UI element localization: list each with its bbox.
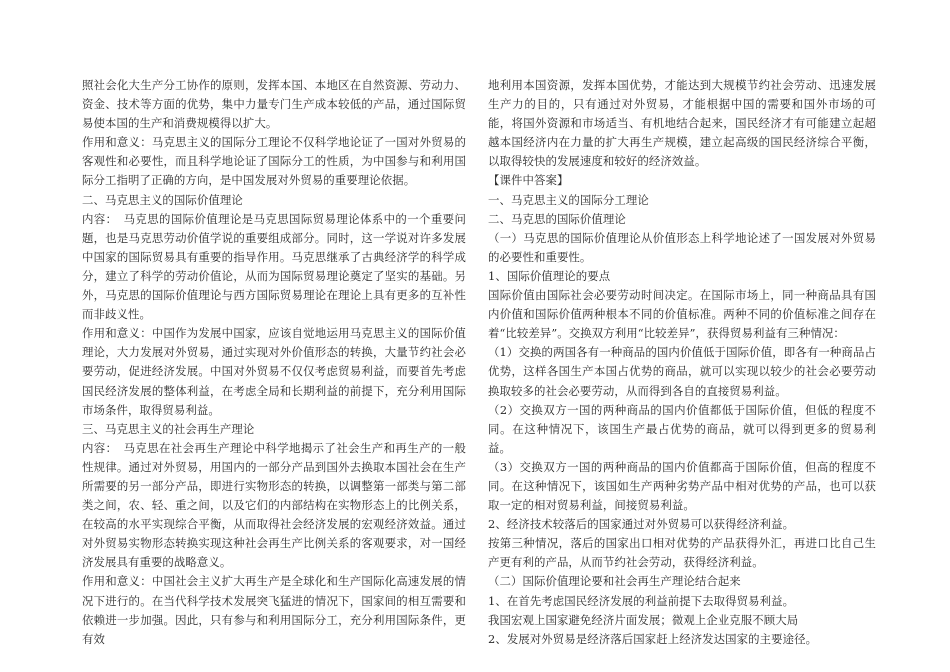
heading-reproduction-theory: 三、马克思主义的社会再生产理论 [82, 421, 255, 436]
paragraph-division-significance: 作用和意义：马克思主义的国际分工理论不仅科学地论证了一国对外贸易的客观性和必要性，而且科学地论证了国际分工的性质，为中国参与和利用国际分工指明了正确的方向，是中国发展对外贸易的重要理论依据。 [82, 135, 466, 188]
paragraph-reproduction-continued: 地利用本国资源，发挥本国优势，才能达到大规模节约社会劳动、迅速发展生产力的目的，只有通过对外贸易，才能根据中国的需要和国外市场的可能，将国外资源和市场适当、有机地结合起来，国民经济才有可能建立起超越本国经济内在力量的扩大再生产规模，建立起高级的国民经济综合平衡，以取得较快的发展速度和较好的经济效益。 [488, 78, 876, 169]
paragraph-point-1: 1、在首先考虑国民经济发展的利益前提下去取得贸易利益。 [488, 593, 795, 608]
heading-value-theory: 二、马克思主义的国际价值理论 [82, 192, 243, 207]
heading-answer-division-theory: 一、马克思主义的国际分工理论 [488, 192, 649, 207]
paragraph-value-content: 内容： 马克思的国际价值理论是马克思国际贸易理论体系中的一个重要问题，也是马克思劳动价值学说的重要组成部分。同时，这一学说对许多发展中国家的国际贸易具有重要的指导作用。马克思继承了古典经济学的科学成分，建立了科学的劳动价值论，从而为国际贸易理论奠定了坚实的基础。另外，马克思的国际价值理论与西方国际贸易理论在理论上具有更多的互补性而非歧义性。 [82, 211, 466, 322]
heading-combine-theories: （二）国际价值理论要和社会再生产理论结合起来 [488, 574, 741, 589]
paragraph-backward-countries: 2、经济技术较落后的国家通过对外贸易可以获得经济利益。 [488, 517, 795, 532]
paragraph-point-2: 2、发展对外贸易是经济落后国家赶上经济发达国家的主要途径。 [488, 631, 818, 646]
heading-answer-value-theory: 二、马克思的国际价值理论 [488, 211, 626, 226]
paragraph-third-case: 按第三种情况，落后的国家出口相对优势的产品获得外汇，再进口比自己生产更有利的产品，从而节约社会劳动，获得经济利益。 [488, 536, 876, 570]
paragraph-case-1: （1）交换的两国各有一种商品的国内价值低于国际价值，即各有一种商品占优势，这样各国生产本国占优势的商品，就可以实现以较少的社会必要劳动换取较多的社会必要劳动，从而得到各自的直接贸易利益。 [488, 345, 876, 398]
paragraph-value-form: （一）马克思的国际价值理论从价值形态上科学地论述了一国发展对外贸易的必要性和重要性。 [488, 230, 876, 264]
paragraph-case-3: （3）交换双方一国的两种商品的国内价值都高于国际价值，但高的程度不同。在这种情况下，该国如生产两种劣势产品中相对优势的产品，也可以获取一定的相对贸易利益，间接贸易利益。 [488, 459, 876, 513]
heading-value-points: 1、国际价值理论的要点 [488, 268, 611, 283]
paragraph-intro-continued: 照社会化大生产分工协作的原则，发挥本国、本地区在自然资源、劳动力、资金、技术等方面的优势，集中力量专门生产成本较低的产品，通过国际贸易使本国的生产和消费规模得以扩大。 [82, 78, 466, 131]
paragraph-reproduction-content: 内容： 马克思在社会再生产理论中科学地揭示了社会生产和再生产的一般性规律。通过对外贸易，用国内的一部分产品到国外去换取本国社会在生产所需要的另一部分产品，即进行实物形态的转换，以调整第一部类与第二部类之间，农、轻、重之间，以及它们的内部结构在实物形态上的比例关系，在较高的水平实现综合平衡，从而取得社会经济发展的宏观经济效益。通过对外贸易实物形态转换实现这种社会再生产比例关系的客观要求，对一国经济发展具有重要的战略意义。 [82, 440, 466, 570]
heading-courseware-answer: 【课件中答案】 [488, 173, 569, 188]
left-column [82, 76, 466, 649]
right-column [488, 76, 876, 649]
paragraph-international-value: 国际价值由国际社会必要劳动时间决定。在国际市场上，同一种商品具有国内价值和国际价值两种根本不同的价值标准。两种不同的价值标准之间存在着“比较差异”。交换双方利用“比较差异”，获得贸易利益有三种情况： [488, 288, 876, 341]
paragraph-macro-micro: 我国宏观上国家避免经济片面发展；微观上企业克服不顾大局 [488, 612, 799, 627]
paragraph-value-significance: 作用和意义：中国作为发展中国家，应该自觉地运用马克思主义的国际价值理论，大力发展对外贸易，通过实现对外价值形态的转换，大量节约社会必要劳动，促进经济发展。中国对外贸易不仅仅考虑贸易利益，而要首先考虑国民经济发展的整体利益，在考虑全局和长期利益的前提下，充分利用国际市场条件，取得贸易利益。 [82, 326, 466, 417]
paragraph-case-2: （2）交换双方一国的两种商品的国内价值都低于国际价值，但低的程度不同。在这种情况下，该国生产最占优势的商品，就可以得到更多的贸易利益。 [488, 402, 876, 455]
paragraph-reproduction-significance: 作用和意义：中国社会主义扩大再生产是全球化和生产国际化高速发展的情况下进行的。在当代科学技术发展突飞猛进的情况下，国家间的相互需要和依赖进一步加强。因此，只有参与和利用国际分工，充分利用国际条件，更有效 [82, 574, 466, 646]
